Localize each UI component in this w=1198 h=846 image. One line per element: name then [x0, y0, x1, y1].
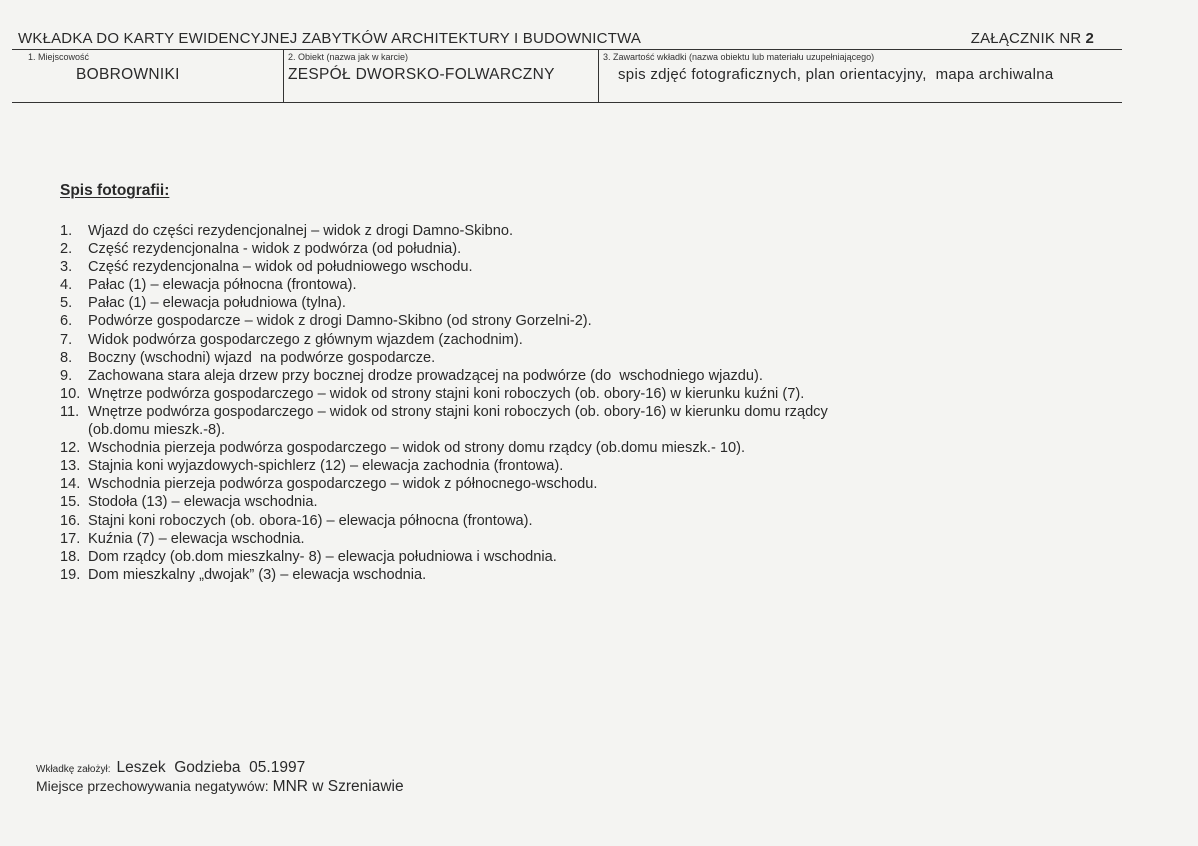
- place-value: BOBROWNIKI: [76, 66, 180, 83]
- photo-number: [60, 421, 88, 439]
- photo-number: 4.: [60, 277, 73, 294]
- photo-description: Dom mieszkalny „dwojak” (3) – elewacja wschodnia.: [88, 566, 427, 583]
- attachment-label: ZAŁĄCZNIK NR: [970, 30, 1082, 47]
- photo-list-item: [60, 512, 828, 530]
- photo-list-item: [60, 349, 828, 367]
- photo-number: 14.: [60, 476, 81, 493]
- negatives-value: MNR w Szreniawie: [272, 778, 404, 795]
- document-title-text: WKŁADKA DO KARTY EWIDENCYJNEJ ZABYTKÓW ARCHITEKTURY I BUDOWNICTWA: [18, 30, 642, 47]
- photo-number: 1.: [60, 223, 73, 239]
- author-line: [36, 759, 305, 777]
- photo-number: 15.: [60, 494, 81, 511]
- photo-list-item: [60, 493, 828, 511]
- content-value: spis zdjęć fotograficznych, plan orientacyjny, mapa archiwalna: [618, 66, 1054, 83]
- photo-list-item: [60, 566, 828, 584]
- object-value: ZESPÓŁ DWORSKO-FOLWARCZNY: [288, 66, 555, 83]
- photo-description: Wnętrze podwórza gospodarczego – widok od strony stajni koni roboczych (ob. obory-16) w kierunku domu rządcy: [88, 403, 828, 420]
- photo-list-item: [60, 240, 828, 258]
- photo-number: 7.: [60, 331, 73, 348]
- author-label: Wkładkę założył:: [36, 764, 111, 775]
- photo-description: Widok podwórza gospodarczego z głównym wjazdem (zachodnim).: [88, 331, 523, 348]
- photo-list-item: [60, 258, 828, 276]
- photo-list-item: [60, 457, 828, 475]
- photo-number: 10.: [60, 385, 81, 402]
- photo-list: [60, 222, 828, 584]
- photo-list-item: [60, 439, 828, 457]
- photo-list-item: [60, 331, 828, 349]
- photo-number: 2.: [60, 241, 73, 258]
- photo-description: Wnętrze podwórza gospodarczego – widok od strony stajni koni roboczych (ob. obory-16) w kierunku kuźni (7).: [88, 385, 805, 402]
- photo-number: 6.: [60, 313, 73, 330]
- photo-list-item: [60, 421, 828, 439]
- photo-description: Pałac (1) – elewacja północna (frontowa).: [88, 277, 357, 294]
- photo-number: 3.: [60, 259, 73, 276]
- photo-list-item: [60, 475, 828, 493]
- photo-description: Boczny (wschodni) wjazd na podwórze gospodarcze.: [88, 349, 436, 366]
- photo-description: Podwórze gospodarcze – widok z drogi Damno-Skibno (od strony Gorzelni-2).: [88, 313, 592, 330]
- photo-description: Stajnia koni wyjazdowych-spichlerz (12) – elewacja zachodnia (frontowa).: [88, 458, 564, 475]
- photo-number: 8.: [60, 349, 73, 366]
- negatives-line: [36, 778, 404, 796]
- author-value: Leszek Godzieba 05.1997: [116, 759, 306, 776]
- photo-number: 18.: [60, 548, 81, 565]
- photo-description: Wschodnia pierzeja podwórza gospodarczego – widok od strony domu rządcy (ob.domu mieszk.- 10).: [88, 440, 746, 457]
- photo-list-item: [60, 276, 828, 294]
- photo-description: Stajni koni roboczych (ob. obora-16) – elewacja północna (frontowa).: [88, 512, 533, 529]
- place-label: 1. Miejscowość: [28, 52, 90, 62]
- photo-description: Wschodnia pierzeja podwórza gospodarczego – widok z północnego-wschodu.: [88, 476, 598, 493]
- photo-description: Dom rządcy (ob.dom mieszkalny- 8) – elewacja południowa i wschodnia.: [88, 548, 557, 565]
- header-rule-top: [12, 49, 1122, 50]
- attachment-number: [971, 30, 1094, 47]
- field-divider-1: [283, 50, 284, 102]
- field-divider-2: [598, 50, 599, 102]
- photo-description: Stodoła (13) – elewacja wschodnia.: [88, 494, 318, 511]
- photo-list-item: [60, 548, 828, 566]
- photo-description: Zachowana stara aleja drzew przy bocznej drodze prowadzącej na podwórze (do wschodniego wjazdu).: [88, 367, 763, 384]
- photo-description: Część rezydencjonalna - widok z podwórza (od południa).: [88, 241, 462, 258]
- photo-number: 17.: [60, 530, 81, 547]
- photo-number: 13.: [60, 458, 81, 475]
- photo-number: 19.: [60, 566, 81, 583]
- photo-list-item: [60, 312, 828, 330]
- photo-list-item: [60, 294, 828, 312]
- photo-number: 9.: [60, 367, 73, 384]
- photo-description: (ob.domu mieszk.-8).: [88, 422, 226, 439]
- photo-number: 11.: [60, 403, 80, 420]
- photo-list-item: [60, 222, 828, 240]
- attachment-number-value: 2: [1085, 30, 1094, 47]
- object-label: 2. Obiekt (nazwa jak w karcie): [288, 52, 409, 62]
- photo-number: 12.: [60, 440, 81, 457]
- photo-description: Wjazd do części rezydencjonalnej – widok z drogi Damno-Skibno.: [88, 223, 514, 239]
- photo-description: Kuźnia (7) – elewacja wschodnia.: [88, 530, 305, 547]
- document-title: [18, 30, 1122, 47]
- photo-list-item: [60, 530, 828, 548]
- photo-list-item: [60, 403, 828, 421]
- header-rule-bottom: [12, 102, 1122, 103]
- photo-list-item: [60, 367, 828, 385]
- photo-number: 5.: [60, 295, 73, 312]
- section-title: Spis fotografii:: [60, 182, 170, 199]
- content-label: 3. Zawartość wkładki (nazwa obiektu lub materiału uzupełniającego): [603, 52, 875, 62]
- negatives-label: Miejsce przechowywania negatywów:: [36, 778, 269, 794]
- photo-description: Pałac (1) – elewacja południowa (tylna).: [88, 295, 346, 312]
- photo-number: 16.: [60, 512, 81, 529]
- photo-list-item: [60, 385, 828, 403]
- photo-description: Część rezydencjonalna – widok od południowego wschodu.: [88, 259, 473, 276]
